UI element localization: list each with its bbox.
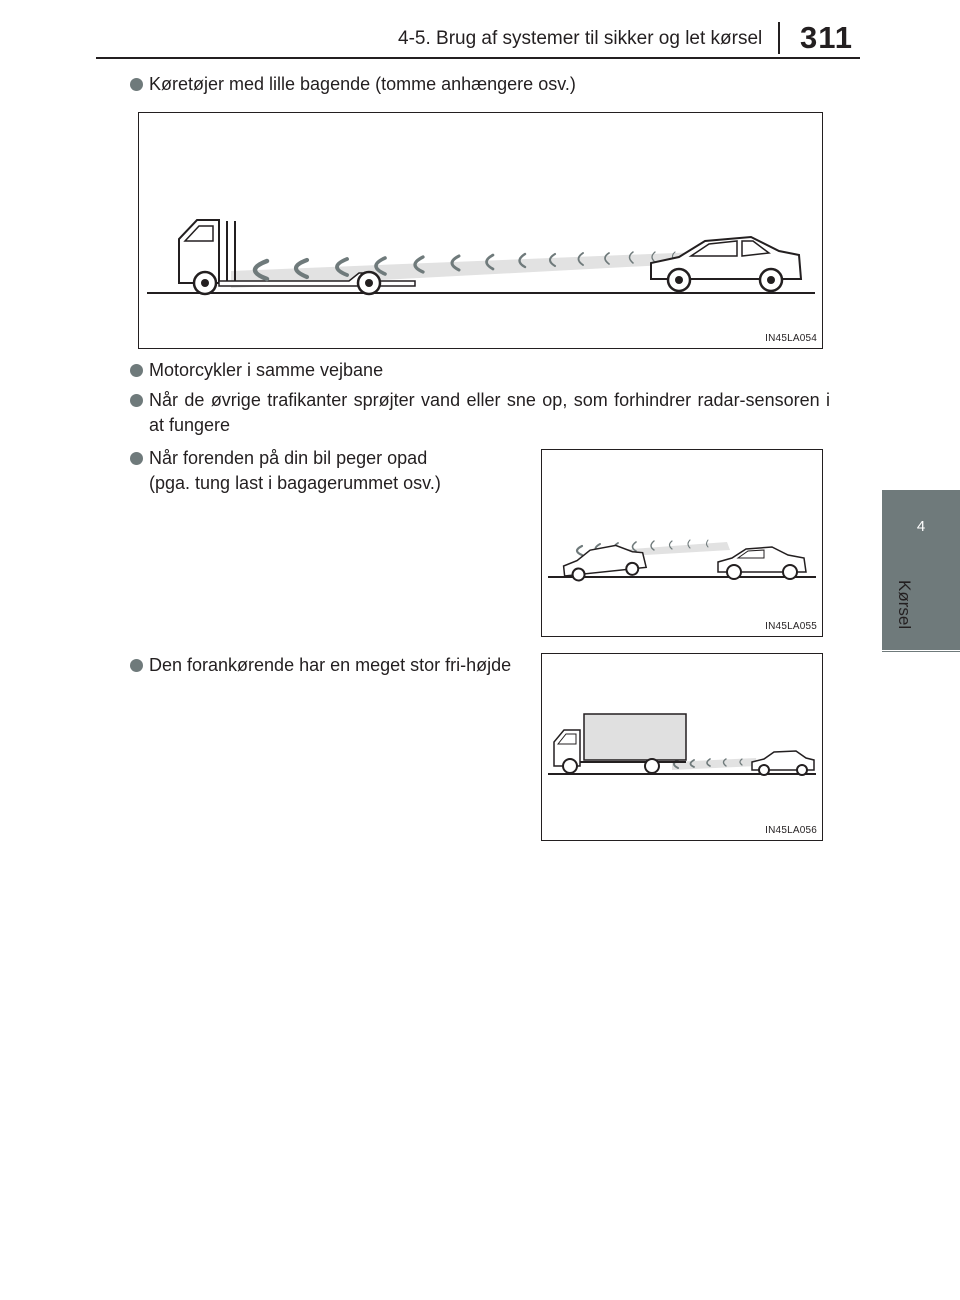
bullet-text: Den forankørende har en meget stor fri-højde: [149, 655, 512, 675]
header-rule: [96, 57, 860, 59]
figure-code: IN45LA055: [765, 621, 817, 632]
bullet-dot: [130, 452, 143, 465]
header-divider: [778, 22, 780, 54]
bullet-item: [130, 72, 830, 97]
chapter-tab-rule: [882, 651, 960, 652]
bullet-item: [130, 358, 830, 383]
figure-tilted-car: [541, 449, 823, 637]
bullet-dot: [130, 659, 143, 672]
bullet-dot: [130, 394, 143, 407]
bullet-item: [130, 446, 510, 496]
bullet-text: Når de øvrige trafikanter sprøjter vand eller sne op, som forhindrer radar-sensoren i at fungere: [149, 390, 830, 435]
page-number: 311: [800, 20, 854, 55]
figure-flatbed-truck: [138, 112, 823, 349]
figure-box-truck: [541, 653, 823, 841]
bullet-dot: [130, 364, 143, 377]
tilted-car-radar-car-illustration: [542, 450, 822, 636]
chapter-number: 4: [916, 518, 926, 535]
figure-code: IN45LA054: [765, 333, 817, 344]
flatbed-truck-radar-car-illustration: [139, 113, 822, 348]
bullet-text: Køretøjer med lille bagende (tomme anhængere osv.): [149, 74, 576, 94]
bullet-item: [130, 388, 830, 438]
chapter-label: Kørsel: [895, 580, 914, 630]
bullet-dot: [130, 78, 143, 91]
section-title: 4-5. Brug af systemer til sikker og let kørsel: [398, 28, 763, 49]
bullet-item: [130, 653, 518, 678]
bullet-text: Motorcykler i samme vejbane: [149, 360, 384, 380]
box-truck-radar-car-illustration: [542, 654, 822, 840]
bullet-text: Når forenden på din bil peger opad (pga. tung last i bagagerummet osv.): [149, 448, 441, 493]
figure-code: IN45LA056: [765, 825, 817, 836]
